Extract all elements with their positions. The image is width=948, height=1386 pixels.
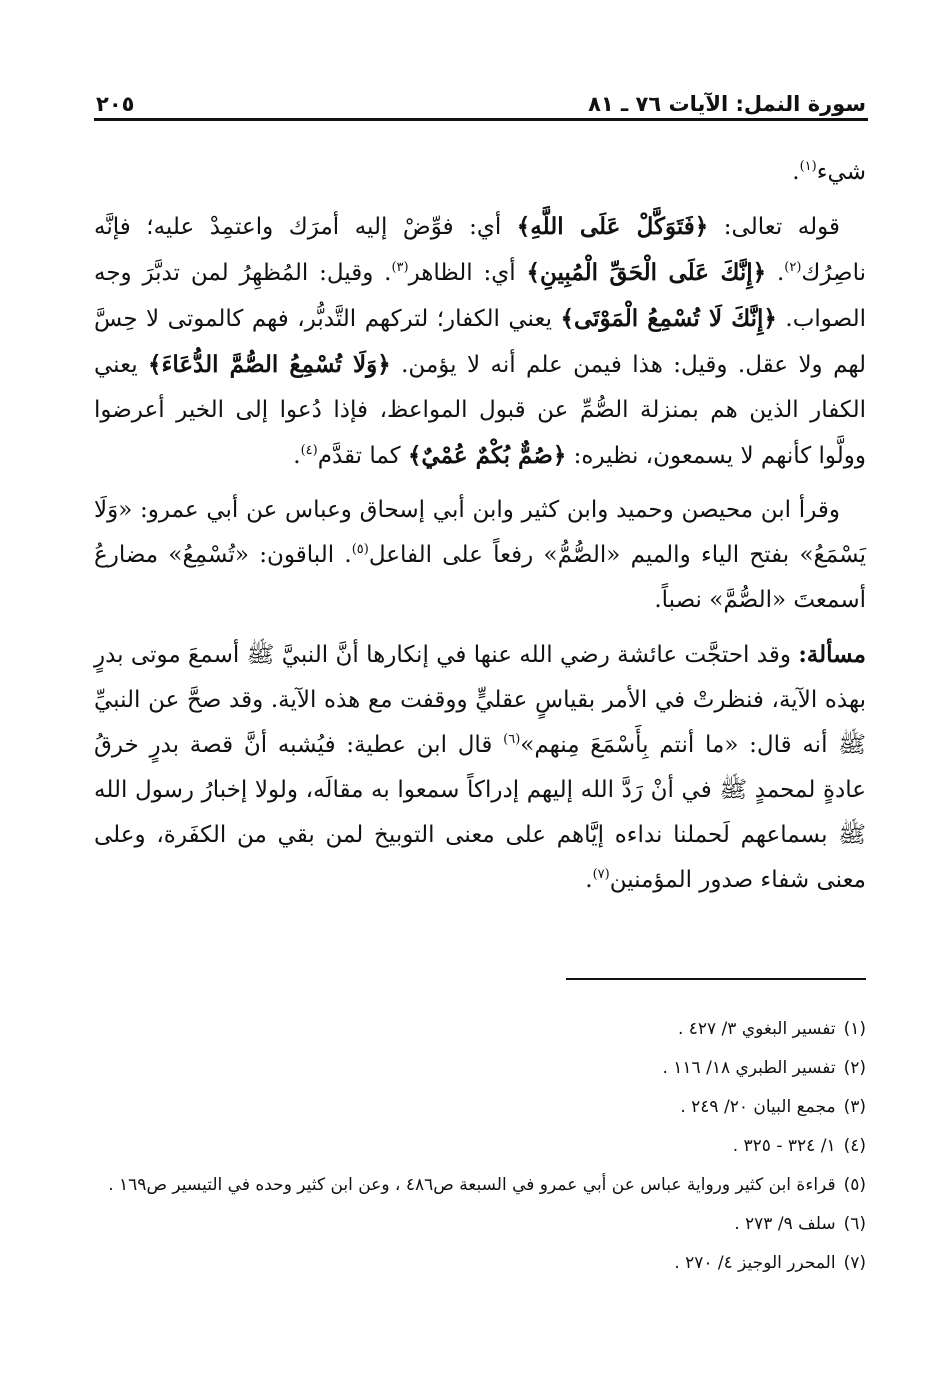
paragraph-commentary	[94, 204, 866, 479]
footnote-number: (٦)	[843, 1214, 866, 1234]
footnote-text: قراءة ابن كثير ورواية عباس عن أبي عمرو في السبعة ص٤٨٦ ، وعن ابن كثير وحده في التيسير ص١٦٩ .	[108, 1175, 836, 1195]
quran-quote: ﴿صُمٌّ بُكْمٌ عُمْيٌ﴾	[407, 442, 567, 469]
text-run: كما تقدَّم	[317, 443, 408, 469]
text-run: يعني الكفار؛ لتركهم التَّدبُّر، فهم كالموتى لا حِسَّ لهم ولا عقل. وقيل: هذا فيمن علم أنه لا يؤمن.	[94, 306, 867, 378]
footnote-number: (١)	[843, 1019, 866, 1039]
footnote-number: (٢)	[843, 1058, 866, 1078]
text-run: .	[766, 260, 785, 286]
quran-quote: ﴿فَتَوَكَّلْ عَلَى اللَّهِ﴾	[516, 213, 709, 240]
footnote-number: (٤)	[843, 1136, 866, 1156]
text-run: قال ابن عطية: فيُشبه أنَّ قصة بدرٍ خرقُ عادةٍ لمحمدٍ ﷺ في أنْ رَدَّ الله إليهم إدراكاً سمعوا به مقالَه، ولولا إخبارُ رسول الله ﷺ بسماعهم لَحملنا نداءه إيَّاهم على معنى التوبيخ لمن بقي من الكفَرة، وعلى معنى شفاء صدور المؤمنين	[94, 732, 866, 893]
quran-quote: ﴿وَلَا تُسْمِعُ الصُّمَّ الدُّعَاءَ﴾	[148, 351, 391, 378]
footnotes	[94, 1010, 866, 1283]
footnote-item	[94, 1244, 866, 1283]
footnote-item	[94, 1166, 866, 1205]
running-header	[96, 82, 866, 116]
text-run: .	[792, 159, 800, 185]
footnote-number: (٣)	[843, 1097, 866, 1117]
text-run: . وقيل: المُظهِرُ لمن تدبَّرَ وجه الصواب.	[94, 260, 867, 332]
text-run: أي: الظاهر	[408, 260, 527, 286]
footnote-ref: (٢)	[784, 260, 802, 275]
footnote-item	[94, 1010, 866, 1049]
text-run: قوله تعالى:	[708, 214, 840, 240]
footnote-separator	[566, 978, 866, 980]
footnote-ref: (٧)	[592, 867, 610, 882]
text-run: شيء	[816, 159, 866, 185]
footnote-item	[94, 1127, 866, 1166]
paragraph-issue	[94, 632, 866, 903]
text-run: . الباقون: «تُسْمِعُ» مضارعُ أسمعتَ «الصُّمَّ» نصباً.	[94, 542, 866, 613]
footnote-text: المحرر الوجيز ٤/ ٢٧٠ .	[674, 1253, 836, 1273]
footnote-item	[94, 1049, 866, 1088]
text-run: .	[585, 867, 593, 893]
footnote-item	[94, 1088, 866, 1127]
quran-quote: ﴿إِنَّكَ عَلَى الْحَقِّ الْمُبِينِ﴾	[526, 259, 767, 286]
main-text	[94, 150, 866, 912]
footnote-number: (٥)	[843, 1175, 866, 1195]
footnote-text: سلف ٩/ ٢٧٣ .	[734, 1214, 836, 1234]
footnote-text: تفسير البغوي ٣/ ٤٢٧ .	[677, 1019, 836, 1039]
running-title: سورة النمل: الآيات ٧٦ ـ ٨١	[588, 92, 866, 116]
quran-quote: ﴿إِنَّكَ لَا تُسْمِعُ الْمَوْتَى﴾	[560, 305, 777, 332]
footnote-ref: (٥)	[351, 542, 369, 557]
footnote-text: تفسير الطبري ١٨/ ١١٦ .	[662, 1058, 836, 1078]
footnote-text: ١/ ٣٢٤ - ٣٢٥ .	[732, 1136, 836, 1156]
footnote-ref: (٤)	[300, 443, 318, 458]
text-run: يعني الكفار الذين هم بمنزلة الصُّمِّ عن قبول المواعظ، فإذا دُعوا إلى الخير أعرضوا وولَّوا كأنهم لا يسمعون، نظيره:	[94, 352, 866, 469]
footnote-ref: (٣)	[391, 260, 409, 275]
text-run: .	[293, 443, 301, 469]
footnote-item	[94, 1205, 866, 1244]
footnote-ref: (٦)	[503, 732, 521, 747]
header-rule	[94, 118, 868, 121]
paragraph-continuation	[94, 150, 866, 195]
text-run: وقد احتجَّت عائشة رضي الله عنها في إنكارها أنَّ النبيَّ ﷺ أسمعَ موتى بدرٍ بهذه الآية، فنظرتْ في الأمر بقياسٍ عقليٍّ ووقفت مع هذه الآية. وقد صحَّ عن النبيِّ ﷺ أنه قال: «ما أنتم بِأَسْمَعَ مِنهم»	[94, 642, 866, 758]
footnote-number: (٧)	[843, 1253, 866, 1273]
page-number: ٢٠٥	[96, 92, 135, 116]
paragraph-readings	[94, 488, 866, 623]
text-run: وقرأ ابن محيصن وحميد وابن كثير وابن أبي إسحاق وعباس عن أبي عمرو: «وَلَا يَسْمَعُ» بفتح الياء والميم «الصُّمُّ» رفعاً على الفاعل	[94, 497, 867, 568]
footnote-ref: (١)	[799, 159, 817, 174]
footnote-text: مجمع البيان ٢٠/ ٢٤٩ .	[680, 1097, 836, 1117]
text-run: أي: فوِّضْ إليه أمرَك واعتمِدْ عليه؛ فإنَّه ناصِرُك	[94, 214, 866, 286]
issue-heading: مسألة:	[798, 641, 866, 668]
